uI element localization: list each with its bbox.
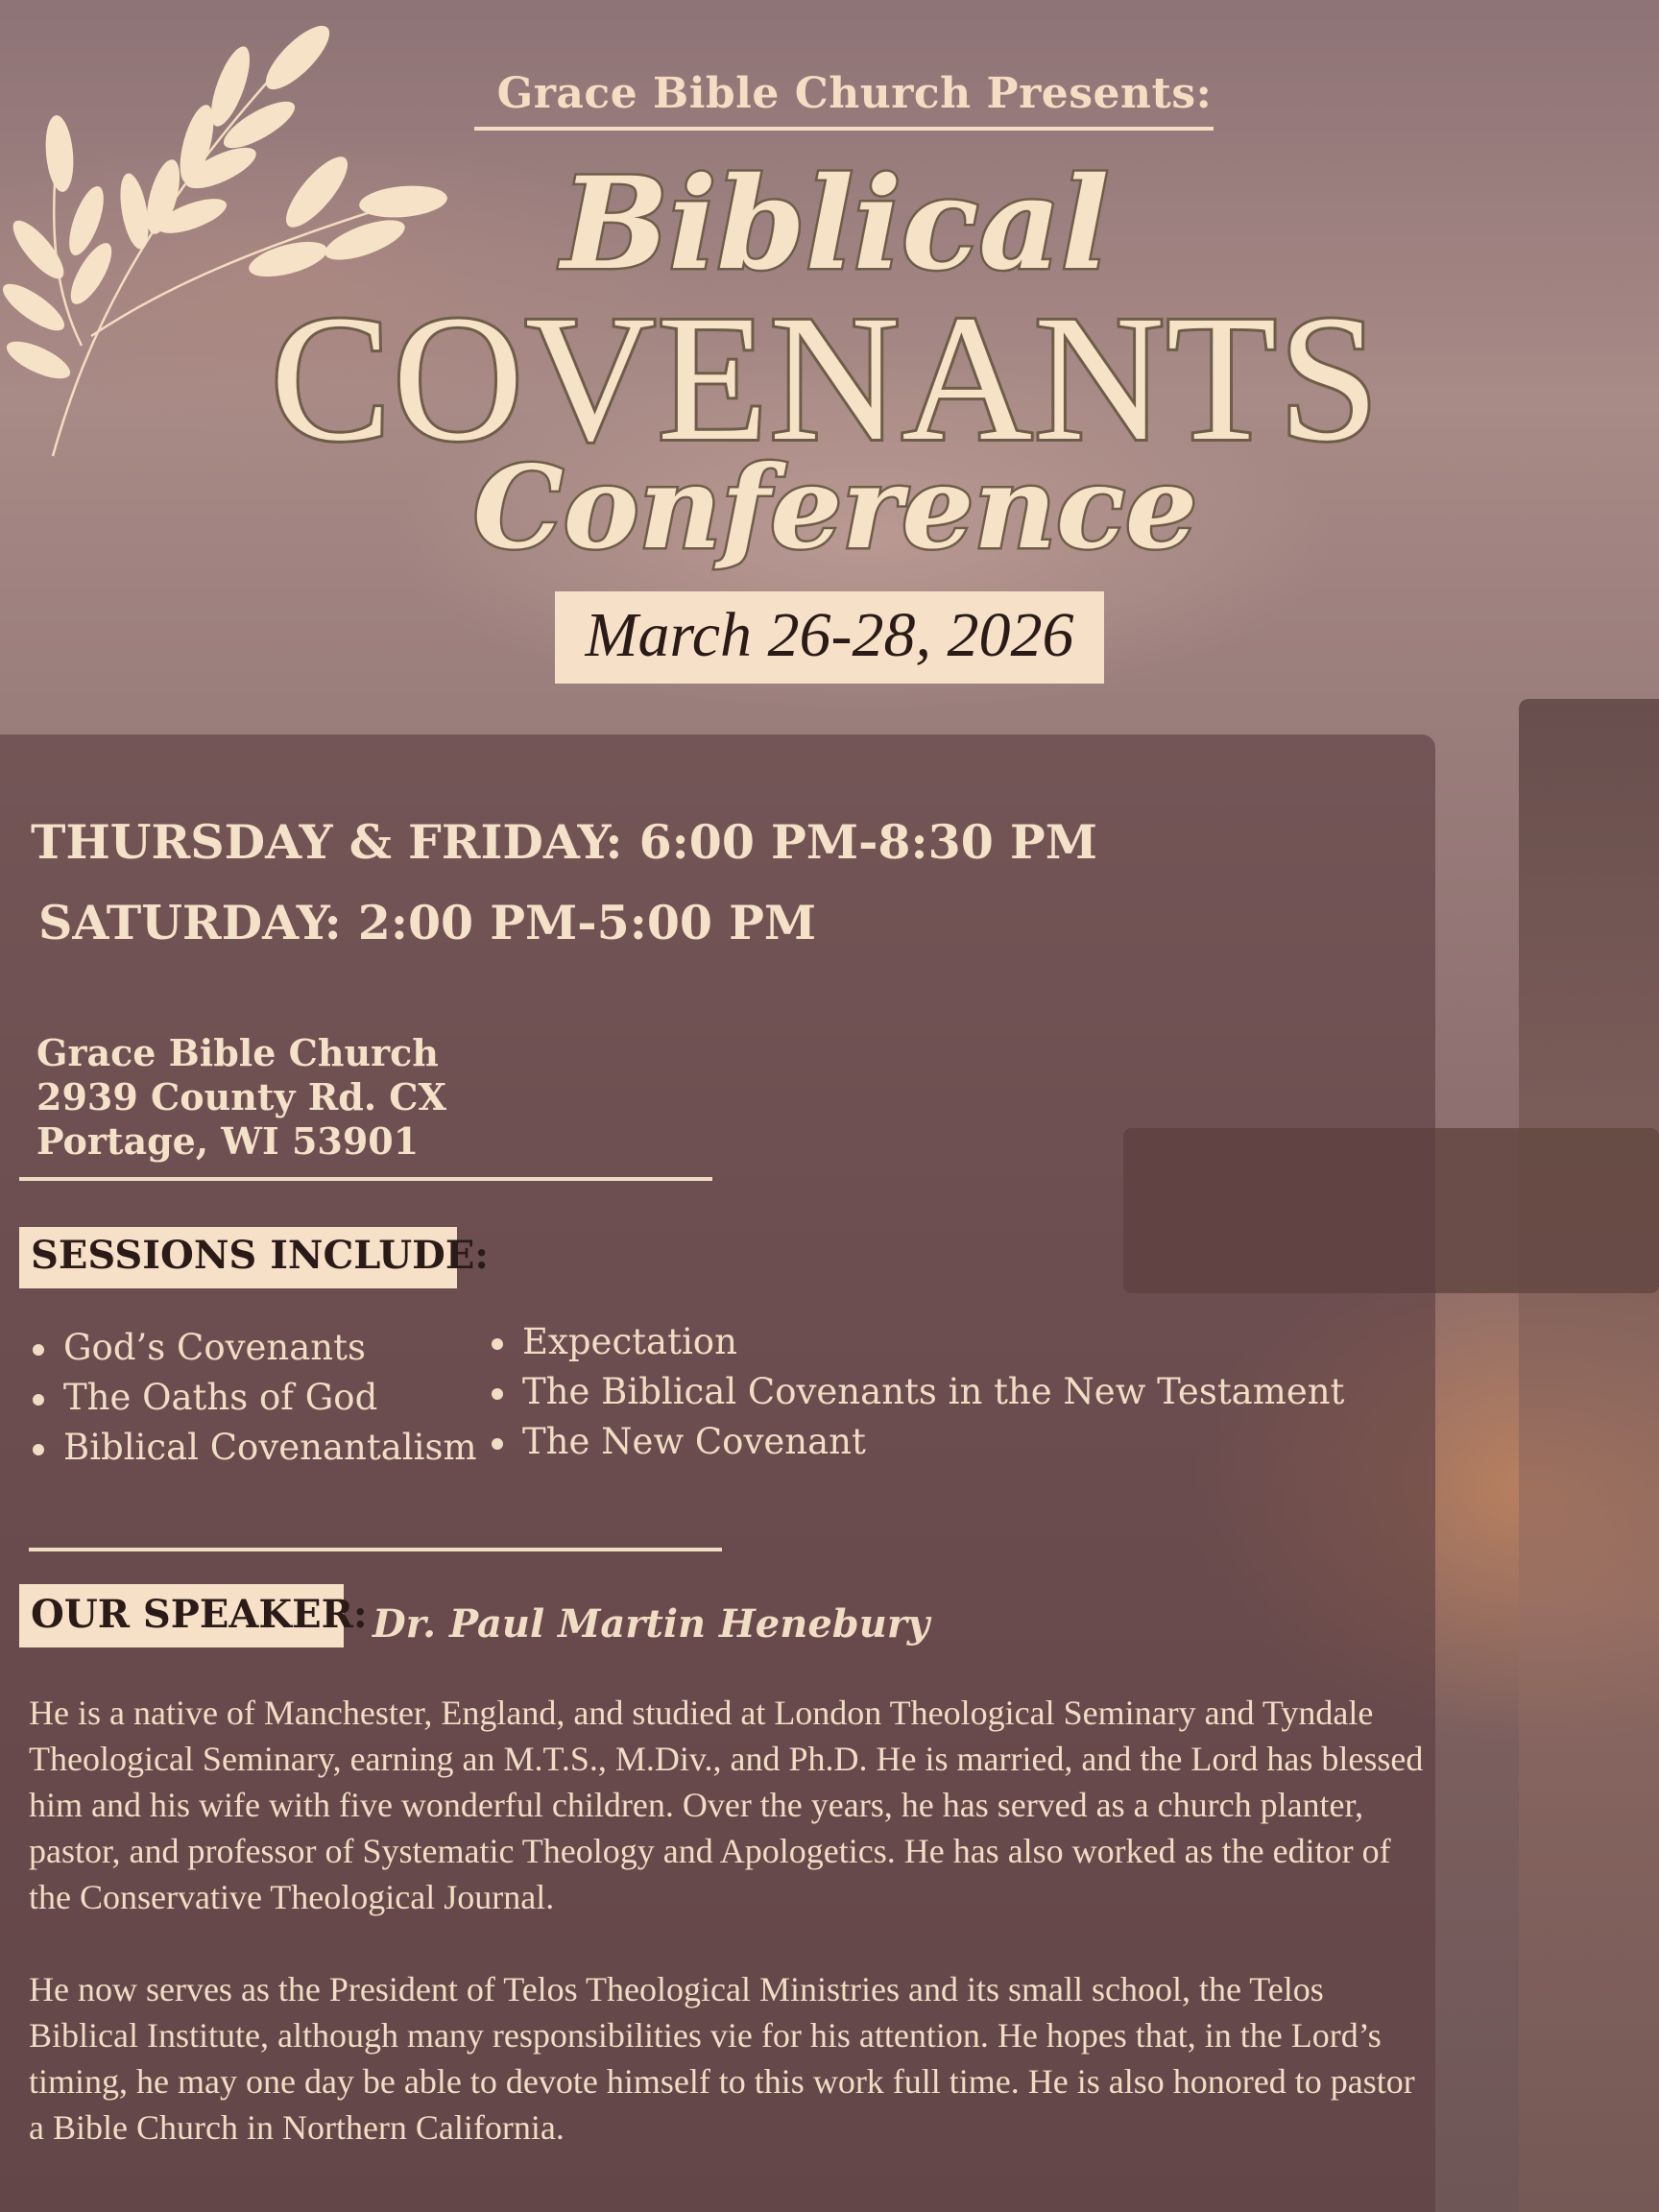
venue-name: Grace Bible Church xyxy=(36,1031,439,1074)
schedule-saturday: SATURDAY: 2:00 PM-5:00 PM xyxy=(38,895,817,950)
list-item: The New Covenant xyxy=(488,1417,1344,1467)
list-item: The Oaths of God xyxy=(29,1373,477,1423)
speaker-name: Dr. Paul Martin Henebury xyxy=(373,1601,930,1647)
list-item: Expectation xyxy=(488,1317,1344,1367)
divider xyxy=(474,127,1214,131)
speaker-bio-paragraph-1: He is a native of Manchester, England, and studied at London Theological Seminary and Tyndale Theological Seminary, earning an M.T.S., M.Div., and Ph.D. He is married, and the Lord has blessed him and his wife with five wonderful children. Over the years, he has served as a church planter, pastor, and professor of Systematic Theology and Apologetics. He has also worked as the editor of the Conservative Theological Journal. xyxy=(29,1694,1424,1916)
list-item: Biblical Covenantalism xyxy=(29,1423,477,1473)
divider xyxy=(19,1177,712,1181)
title-line-2: COVENANTS xyxy=(270,277,1382,478)
venue-street: 2939 County Rd. CX xyxy=(36,1075,447,1118)
cross-icon xyxy=(1519,699,1659,2212)
list-item: The Biblical Covenants in the New Testament xyxy=(488,1367,1344,1417)
speaker-label: OUR SPEAKER: xyxy=(31,1592,368,1637)
list-item: God’s Covenants xyxy=(29,1323,477,1373)
speaker-bio-paragraph-2: He now serves as the President of Telos Theological Ministries and its small school, the Telos Biblical Institute, although many responsibilities vie for his attention. He hopes that, in the Lord’s timing, he may one day be able to devote himself to this work full time. He is also honored to pastor a Bible Church in Northern California. xyxy=(29,1970,1415,2147)
sessions-label: SESSIONS INCLUDE: xyxy=(31,1233,490,1278)
title-line-1: Biblical xyxy=(561,150,1110,299)
schedule-weekday: THURSDAY & FRIDAY: 6:00 PM-8:30 PM xyxy=(31,814,1097,870)
presenter-line: Grace Bible Church Presents: xyxy=(496,69,1213,118)
sessions-list-right xyxy=(488,1317,1344,1467)
title-line-3: Conference xyxy=(472,441,1198,574)
event-date: March 26-28, 2026 xyxy=(585,600,1074,670)
divider xyxy=(29,1548,722,1551)
venue-city: Portage, WI 53901 xyxy=(36,1119,420,1163)
sessions-list-left xyxy=(29,1323,477,1473)
